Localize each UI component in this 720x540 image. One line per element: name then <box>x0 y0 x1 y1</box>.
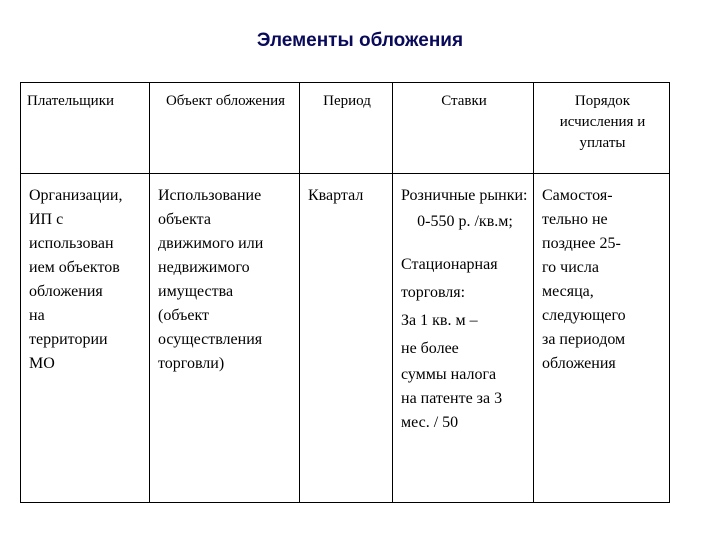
cell-rates <box>393 174 534 503</box>
cell-period <box>300 174 393 503</box>
object-line: (объект <box>158 307 209 324</box>
header-order: Порядок исчисления и уплаты <box>534 83 670 174</box>
stationary-label: Стационарная торговля: <box>401 256 498 301</box>
period-value: Квартал <box>308 187 364 204</box>
stationary-rate: За 1 кв. м – <box>401 312 478 329</box>
header-object: Объект обложения <box>150 83 300 174</box>
object-line: имущества <box>158 283 234 300</box>
elements-table <box>20 82 670 503</box>
object-line: движимого или <box>158 235 264 252</box>
order-line: обложения <box>542 355 616 372</box>
object-line: осуществления <box>158 331 263 348</box>
market-label: Розничные рынки: <box>401 187 528 204</box>
stationary-limit-line: мес. / 50 <box>401 414 459 431</box>
order-line: го числа <box>542 259 599 276</box>
header-rates: Ставки <box>393 83 534 174</box>
page-title: Элементы обложения <box>256 30 464 51</box>
payers-line: использован <box>29 235 114 252</box>
payers-line: Организации, <box>29 187 123 204</box>
cell-order <box>534 174 670 503</box>
payers-line: обложения <box>29 283 103 300</box>
table-row <box>21 174 670 503</box>
payers-line: ИП с <box>29 211 64 228</box>
stationary-limit-line: суммы налога <box>401 366 497 383</box>
cell-payers <box>21 174 150 503</box>
object-line: недвижимого <box>158 259 250 276</box>
order-line: месяца, <box>542 283 594 300</box>
object-line: Использование <box>158 187 262 204</box>
order-line: за периодом <box>542 331 626 348</box>
payers-line: МО <box>29 355 55 372</box>
order-line: позднее 25- <box>542 235 621 252</box>
cell-object <box>150 174 300 503</box>
payers-line: на <box>29 307 45 324</box>
order-line: следующего <box>542 307 626 324</box>
object-line: объекта <box>158 211 211 228</box>
order-line: тельно не <box>542 211 608 228</box>
stationary-limit-line: не более <box>401 340 459 357</box>
market-rate: 0-550 р. /кв.м; <box>417 213 513 230</box>
header-period: Период <box>300 83 393 174</box>
stationary-limit-line: на патенте за 3 <box>401 390 503 407</box>
object-line: торговли) <box>158 355 225 372</box>
table-header-row <box>21 83 670 174</box>
rates-spacer <box>401 236 529 251</box>
payers-line: ием объектов <box>29 259 120 276</box>
order-line: Самостоя- <box>542 187 613 204</box>
header-payers: Плательщики <box>21 83 150 174</box>
payers-line: территории <box>29 331 108 348</box>
